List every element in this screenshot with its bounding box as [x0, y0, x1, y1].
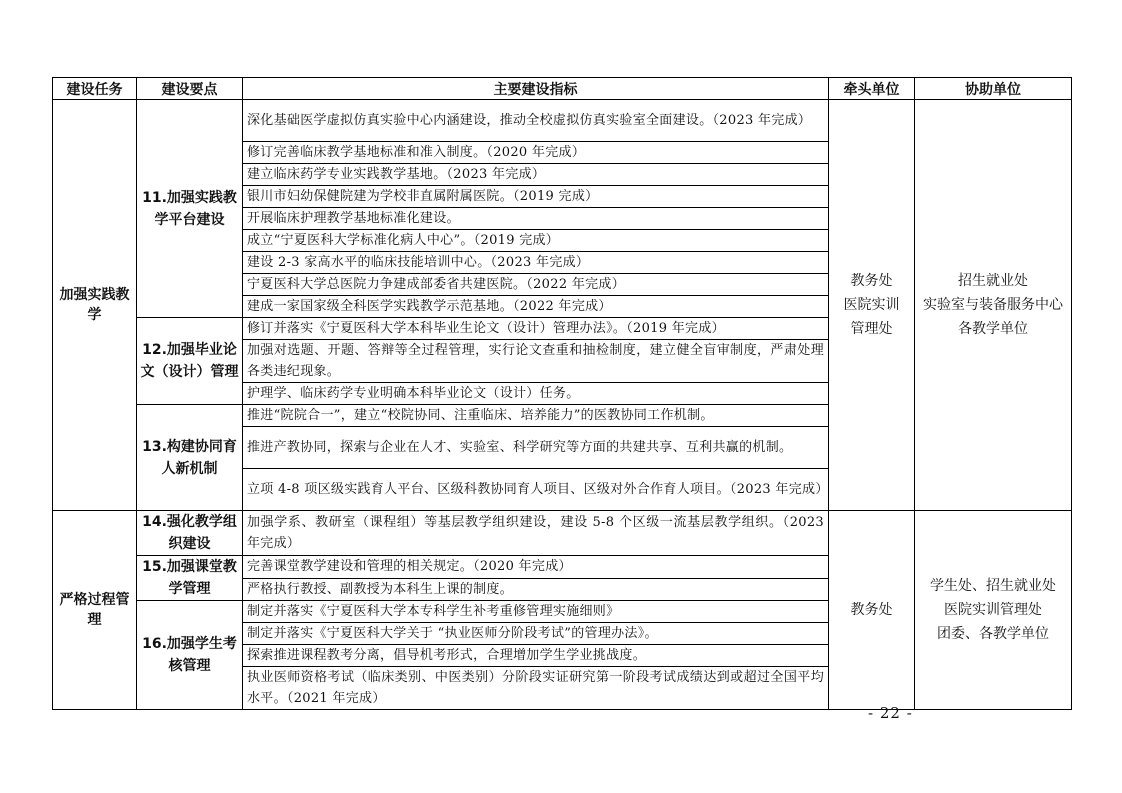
indicator-cell: 立项 4-8 项区级实践育人平台、区级科教协同育人项目、区级对外合作育人项目。（2023 年完成）: [243, 469, 829, 511]
lead-unit-cell: 教务处: [829, 511, 915, 710]
task-cell: 严格过程管理: [53, 511, 137, 710]
indicator-cell: 制定并落实《宁夏医科大学关于 “执业医师分阶段考试”的管理办法》。: [243, 623, 829, 645]
point-cell: 13.构建协同育人新机制: [137, 405, 243, 511]
task-cell: 加强实践教学: [53, 100, 137, 511]
indicator-cell: 探索推进课程教考分离，倡导机考形式，合理增加学生学业挑战度。: [243, 645, 829, 667]
table-header-row: [53, 78, 1072, 100]
point-cell: 12.加强毕业论文（设计）管理: [137, 318, 243, 405]
header-point: 建设要点: [137, 78, 243, 100]
point-cell: 14.强化教学组织建设: [137, 511, 243, 556]
indicator-cell: 成立“宁夏医科大学标准化病人中心”。（2019 完成）: [243, 230, 829, 252]
lead-unit-line: 医院实训: [843, 297, 900, 313]
header-indicator: 主要建设指标: [243, 78, 829, 100]
indicator-cell: 开展临床护理教学基地标准化建设。: [243, 208, 829, 230]
header-lead-unit: 牵头单位: [829, 78, 915, 100]
assist-unit-line: 实验室与装备服务中心: [923, 297, 1063, 313]
indicator-cell: 严格执行教授、副教授为本科生上课的制度。: [243, 578, 829, 601]
indicator-cell: 宁夏医科大学总医院力争建成部委省共建医院。（2022 年完成）: [243, 274, 829, 296]
construction-tasks-table: [52, 77, 1072, 710]
indicator-cell: 深化基础医学虚拟仿真实验中心内涵建设，推动全校虚拟仿真实验室全面建设。（2023 年完成）: [243, 100, 829, 142]
assist-unit-line: 招生就业处: [958, 273, 1028, 289]
indicator-cell: 制定并落实《宁夏医科大学本专科学生补考重修管理实施细则》: [243, 601, 829, 623]
indicator-cell: 银川市妇幼保健院建为学校非直属附属医院。（2019 完成）: [243, 186, 829, 208]
indicator-cell: 修订完善临床教学基地标准和准入制度。（2020 年完成）: [243, 142, 829, 164]
assist-unit-cell: [915, 511, 1072, 710]
assist-unit-line: 医院实训管理处: [944, 602, 1042, 618]
indicator-cell: 完善课堂教学建设和管理的相关规定。（2020 年完成）: [243, 556, 829, 579]
page-number: - 22 -: [868, 704, 913, 722]
table-row: [53, 511, 1072, 556]
lead-unit-line: 教务处: [850, 273, 893, 289]
indicator-cell: 执业医师资格考试（临床类别、中医类别）分阶段实证研究第一阶段考试成绩达到或超过全国平均水平。（2021 年完成）: [243, 667, 829, 710]
indicator-cell: 推进“院院合一”，建立“校院协同、注重临床、培养能力”的医教协同工作机制。: [243, 405, 829, 427]
indicator-cell: 加强对选题、开题、答辩等全过程管理，实行论文查重和抽检制度，建立健全盲审制度，严肃处理各类违纪现象。: [243, 340, 829, 383]
lead-unit-cell: [829, 100, 915, 511]
indicator-cell: 加强学系、教研室（课程组）等基层教学组织建设，建设 5-8 个区级一流基层教学组织。（2023 年完成）: [243, 511, 829, 556]
header-task: 建设任务: [53, 78, 137, 100]
point-cell: 16.加强学生考核管理: [137, 601, 243, 710]
assist-unit-line: 团委、各教学单位: [937, 626, 1049, 642]
indicator-cell: 修订并落实《宁夏医科大学本科毕业生论文（设计）管理办法》。（2019 年完成）: [243, 318, 829, 340]
indicator-cell: 护理学、临床药学专业明确本科毕业论文（设计）任务。: [243, 383, 829, 405]
indicator-cell: 推进产教协同，探索与企业在人才、实验室、科学研究等方面的共建共享、互利共赢的机制。: [243, 427, 829, 469]
header-assist-unit: 协助单位: [915, 78, 1072, 100]
lead-unit-line: 管理处: [850, 321, 893, 337]
assist-unit-line: 各教学单位: [958, 321, 1028, 337]
indicator-cell: 建立临床药学专业实践教学基地。（2023 年完成）: [243, 164, 829, 186]
indicator-cell: 建成一家国家级全科医学实践教学示范基地。（2022 年完成）: [243, 296, 829, 318]
point-cell: 11.加强实践教学平台建设: [137, 100, 243, 318]
indicator-cell: 建设 2-3 家高水平的临床技能培训中心。（2023 年完成）: [243, 252, 829, 274]
assist-unit-line: 学生处、招生就业处: [930, 578, 1056, 594]
assist-unit-cell: [915, 100, 1072, 511]
point-cell: 15.加强课堂教学管理: [137, 556, 243, 601]
table-row: [53, 100, 1072, 142]
